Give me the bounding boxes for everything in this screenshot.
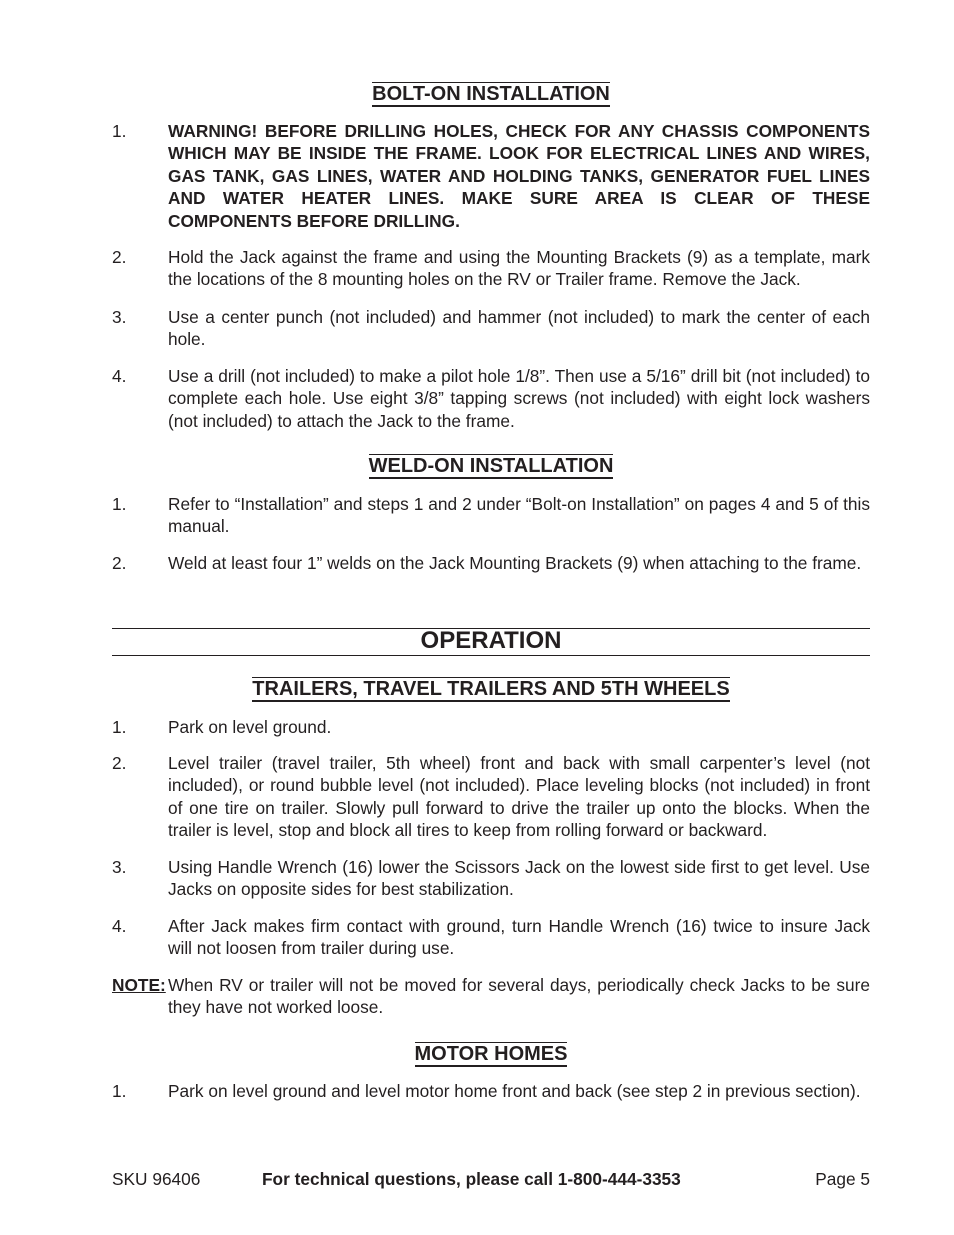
item-text: After Jack makes firm contact with ground, turn Handle Wrench (16) twice to insure Jack will not loosen from trailer during use.	[168, 916, 870, 959]
item-number: 4.	[112, 916, 127, 936]
list-item	[112, 752, 870, 842]
list-item	[112, 1080, 870, 1102]
item-number: 2.	[112, 553, 127, 573]
item-number: 4.	[112, 366, 127, 386]
item-number: 1.	[112, 717, 127, 737]
list-item	[112, 246, 870, 291]
item-number: 1.	[112, 1081, 127, 1101]
note-label: NOTE:	[112, 975, 166, 995]
manual-page	[112, 0, 870, 1235]
list-item	[112, 552, 870, 574]
list-item	[112, 306, 870, 351]
note-text: When RV or trailer will not be moved for several days, periodically check Jacks to be sure they have not worked loose.	[168, 975, 870, 1018]
note	[112, 974, 870, 1019]
item-text: Use a drill (not included) to make a pilot hole 1/8”. Then use a 5/16” drill bit (not included) to complete each hole. Use eight 3/8” tapping screws (not included) with eight lock washers (not included) to attach the Jack to the frame.	[168, 366, 870, 431]
tech-support-line: For technical questions, please call 1-800-444-3353	[262, 1169, 681, 1189]
motor-homes-heading: MOTOR HOMES	[414, 1043, 568, 1065]
item-number: 2.	[112, 247, 127, 267]
item-text: Park on level ground and level motor home front and back (see step 2 in previous section).	[168, 1081, 861, 1101]
operation-title: OPERATION	[420, 627, 562, 654]
operation-title-bar	[112, 628, 870, 656]
item-text: WARNING! BEFORE DRILLING HOLES, CHECK FOR ANY CHASSIS COMPONENTS WHICH MAY BE INSIDE THE FRAME. LOOK FOR ELECTRICAL LINES AND WIRES, GAS TANK, GAS LINES, WATER AND HOLDING TANKS, GENERATOR FUEL LINES AND WATER HEATER LINES. MAKE SURE AREA IS CLEAR OF THESE COMPONENTS BEFORE DRILLING.	[168, 121, 870, 231]
sku-number: SKU 96406	[112, 1169, 201, 1189]
item-text: Hold the Jack against the frame and using the Mounting Brackets (9) as a template, mark the locations of the 8 mounting holes on the RV or Trailer frame. Remove the Jack.	[168, 247, 870, 290]
list-item	[112, 915, 870, 960]
list-item	[112, 856, 870, 901]
item-text: Using Handle Wrench (16) lower the Scissors Jack on the lowest side first to get level. Use Jacks on opposite sides for best stabilization.	[168, 857, 870, 900]
item-number: 3.	[112, 857, 127, 877]
list-item	[112, 493, 870, 538]
bolt-on-heading: BOLT-ON INSTALLATION	[372, 83, 610, 105]
item-text: Use a center punch (not included) and hammer (not included) to mark the center of each hole.	[168, 307, 870, 350]
list-item	[112, 120, 870, 232]
item-text: Weld at least four 1” welds on the Jack Mounting Brackets (9) when attaching to the frame.	[168, 553, 862, 573]
item-number: 2.	[112, 753, 127, 773]
item-text: Refer to “Installation” and steps 1 and 2 under “Bolt-on Installation” on pages 4 and 5 of this manual.	[168, 494, 870, 537]
list-item	[112, 365, 870, 432]
item-number: 1.	[112, 121, 127, 141]
page-number: Page 5	[815, 1169, 870, 1189]
weld-on-heading: WELD-ON INSTALLATION	[368, 455, 614, 477]
item-text: Park on level ground.	[168, 717, 332, 737]
list-item	[112, 716, 870, 738]
item-number: 1.	[112, 494, 127, 514]
trailers-heading: TRAILERS, TRAVEL TRAILERS AND 5TH WHEELS	[252, 678, 730, 700]
item-number: 3.	[112, 307, 127, 327]
item-text: Level trailer (travel trailer, 5th wheel) front and back with small carpenter’s level (not included), or round bubble level (not included). Place leveling blocks (not included) in front of one tire on trailer. Slowly pull forward to drive the trailer up onto the blocks. When the trailer is level, stop and block all tires to keep from rolling forward or backward.	[168, 753, 870, 841]
